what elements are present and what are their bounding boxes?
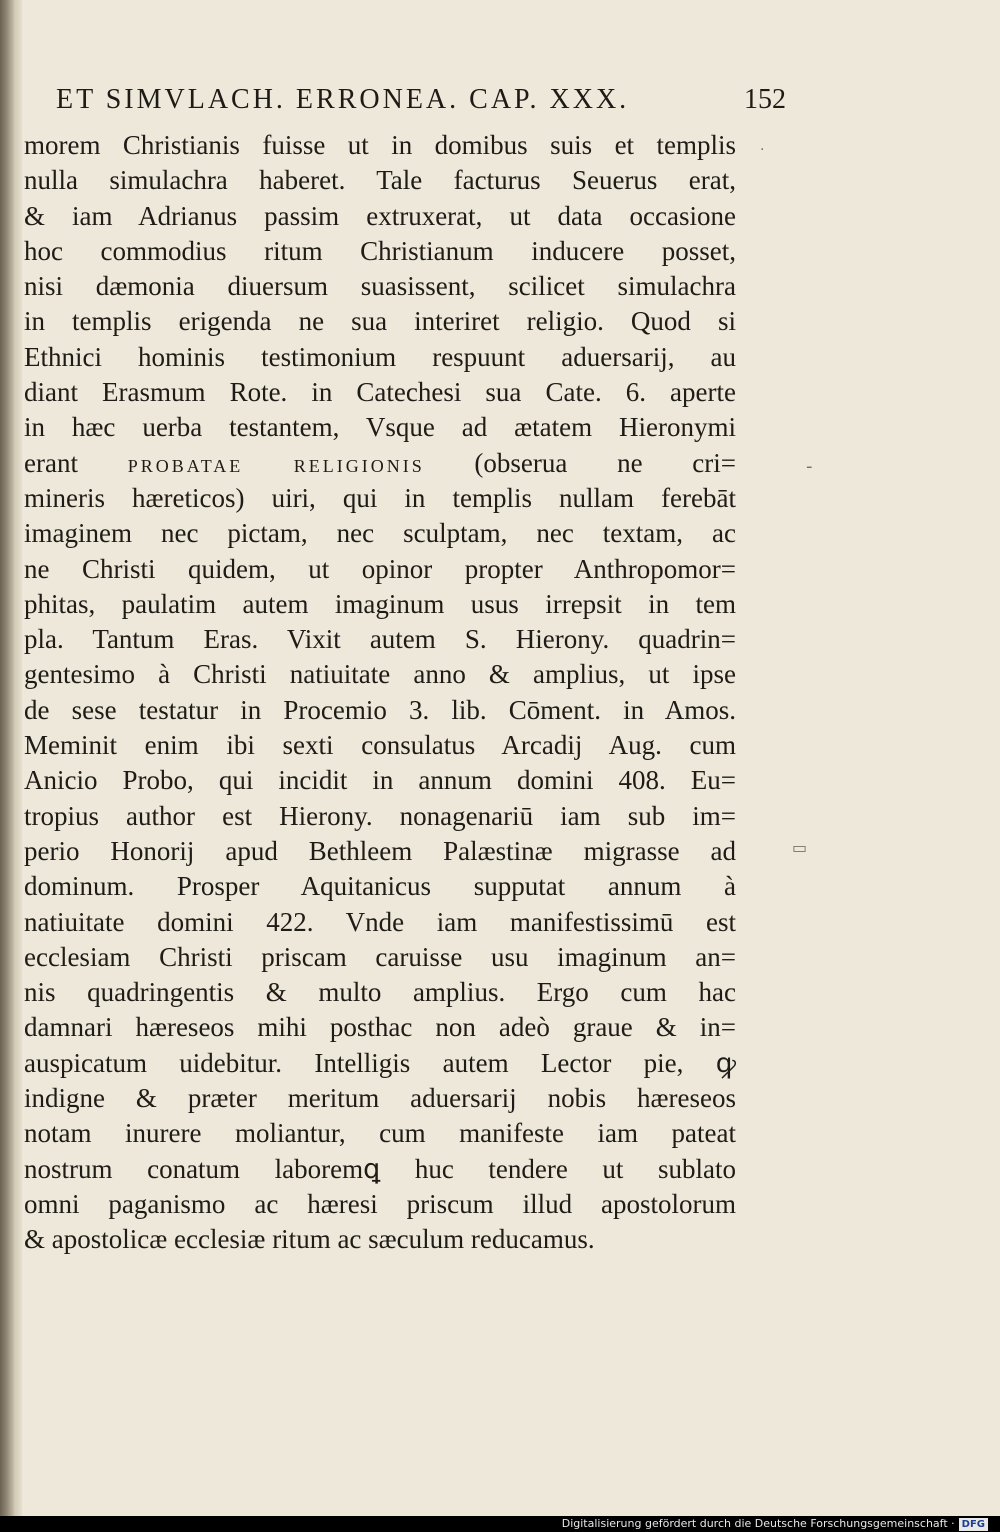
text-line: nis quadringentis & multo amplius. Ergo cum hac bbox=[24, 977, 736, 1008]
text-line: nisi dæmonia diuersum suasissent, scilicet simulachra bbox=[24, 271, 736, 302]
text-line: gentesimo à Christi natiuitate anno & amplius, ut ipse bbox=[24, 659, 736, 690]
text-segment: erant bbox=[24, 447, 78, 478]
text-line: hoc commodius ritum Christianum inducere posset, bbox=[24, 235, 736, 266]
text-line: mineris hæreticos) uiri, qui in templis nullam ferebāt bbox=[24, 482, 736, 513]
margin-speck: . bbox=[760, 138, 765, 154]
text-line: in templis erigenda ne sua interiret religio. Quod si bbox=[24, 306, 736, 337]
text-line: nulla simulachra haberet. Tale facturus Seuerus erat, bbox=[24, 165, 736, 196]
digitization-credit bbox=[562, 1516, 988, 1532]
text-line: Meminit enim ibi sexti consulatus Arcadij Aug. cum bbox=[24, 730, 736, 761]
body-text bbox=[24, 128, 736, 1258]
page-number: 152 bbox=[744, 84, 786, 115]
credit-text: Digitalisierung gefördert durch die Deutsche Forschungsgemeinschaft · bbox=[561, 1517, 955, 1530]
text-line: pla. Tantum Eras. Vixit autem S. Hierony. quadrin= bbox=[24, 624, 736, 655]
small-caps-phrase: PROBATAE RELIGIONIS bbox=[127, 455, 425, 476]
text-line: nostrum conatum laboremꝗ huc tendere ut sublato bbox=[24, 1153, 736, 1184]
text-line: notam inurere moliantur, cum manifeste iam pateat bbox=[24, 1118, 736, 1149]
page-gutter-shadow bbox=[0, 0, 14, 1516]
page-edge bbox=[14, 0, 22, 1516]
text-line: Ethnici hominis testimonium respuunt aduersarij, au bbox=[24, 341, 736, 372]
text-line: omni paganismo ac hæresi priscum illud apostolorum bbox=[24, 1188, 736, 1219]
text-line: diant Erasmum Rote. in Catechesi sua Cate. 6. aperte bbox=[24, 377, 736, 408]
text-line: in hæc uerba testantem, Vsque ad ætatem Hieronymi bbox=[24, 412, 736, 443]
text-line: phitas, paulatim autem imaginum usus irrepsit in tem bbox=[24, 588, 736, 619]
text-line: ne Christi quidem, ut opinor propter Anthropomor= bbox=[24, 553, 736, 584]
text-line: & apostolicæ ecclesiæ ritum ac sæculum reducamus. bbox=[24, 1224, 595, 1255]
text-line: de sese testatur in Procemio 3. lib. Cōment. in Amos. bbox=[24, 694, 736, 725]
text-segment: (obserua ne cri= bbox=[424, 447, 736, 478]
text-line: perio Honorij apud Bethleem Palæstinæ migrasse ad bbox=[24, 835, 736, 866]
running-header bbox=[56, 84, 786, 120]
text-line-mixed bbox=[24, 446, 736, 481]
running-title: ET SIMVLACH. ERRONEA. CAP. XXX. bbox=[56, 84, 630, 115]
margin-speck: - bbox=[806, 456, 813, 477]
text-line: damnari hæreseos mihi posthac non adeò graue & in= bbox=[24, 1012, 736, 1043]
text-line: indigne & præter meritum aduersarij nobis hæreseos bbox=[24, 1083, 736, 1114]
dfg-logo: DFG bbox=[959, 1518, 988, 1531]
text-line: morem Christianis fuisse ut in domibus suis et templis bbox=[24, 130, 736, 160]
text-line: tropius author est Hierony. nonagenariū iam sub im= bbox=[24, 800, 736, 831]
text-line: dominum. Prosper Aquitanicus supputat annum à bbox=[24, 871, 736, 902]
text-line: auspicatum uidebitur. Intelligis autem Lector pie, ꝙ bbox=[24, 1047, 736, 1078]
margin-speck: ▭ bbox=[792, 838, 808, 857]
text-line: imaginem nec pictam, nec sculptam, nec textam, ac bbox=[24, 518, 736, 549]
text-line: Anicio Probo, qui incidit in annum domini 408. Eu= bbox=[24, 765, 736, 796]
text-line: natiuitate domini 422. Vnde iam manifestissimū est bbox=[24, 906, 736, 937]
text-line: & iam Adrianus passim extruxerat, ut data occasione bbox=[24, 200, 736, 231]
text-line: ecclesiam Christi priscam caruisse usu imaginum an= bbox=[24, 941, 736, 972]
